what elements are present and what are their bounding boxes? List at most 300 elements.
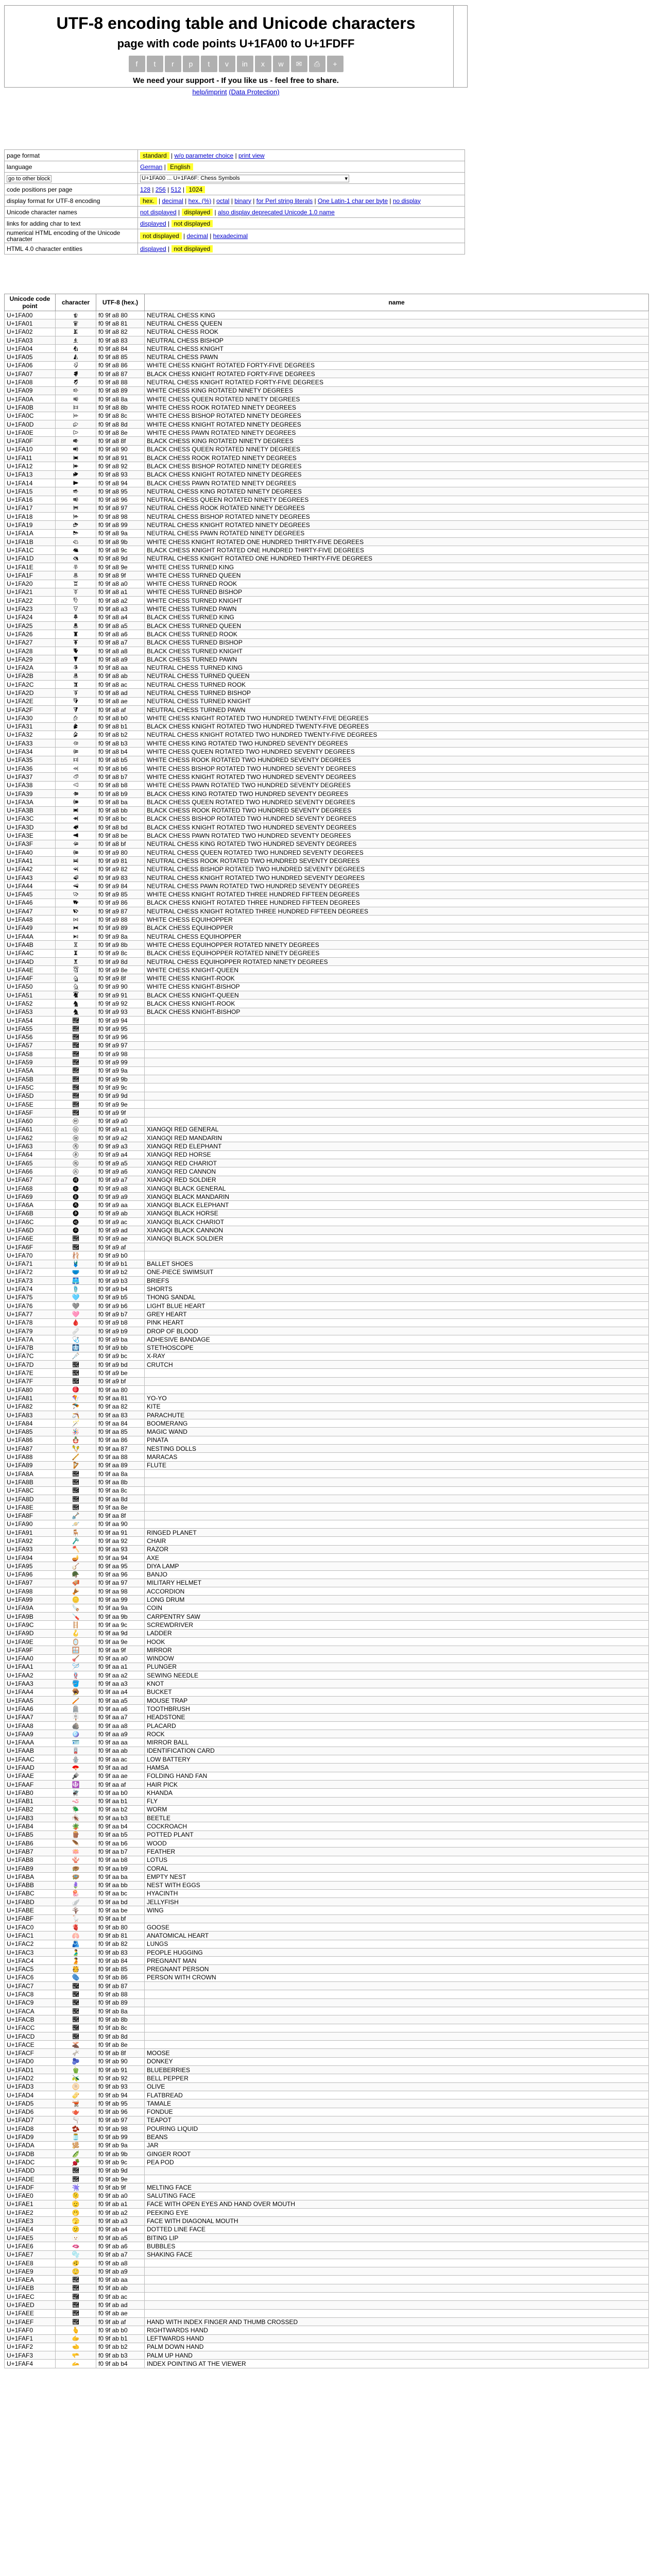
table-row — [5, 2250, 649, 2259]
utf8-bytes: f0 9f a9 9d — [96, 1092, 145, 1100]
utf8-bytes: f0 9f a8 a1 — [96, 588, 145, 596]
character-glyph: 🪪 — [56, 1738, 96, 1747]
code-point: U+1FA57 — [5, 1041, 56, 1049]
code-point: U+1FA1E — [5, 563, 56, 571]
table-row — [5, 2233, 649, 2242]
table-row — [5, 1873, 649, 1881]
code-point: U+1FA2A — [5, 664, 56, 672]
character-glyph: 🨳 — [56, 739, 96, 748]
character-glyph: 🪨 — [56, 1721, 96, 1730]
table-row — [5, 437, 649, 445]
character-glyph: 🫕 — [56, 2099, 96, 2108]
positions-512[interactable]: 512 — [170, 185, 181, 193]
character-name: RAZOR — [145, 1545, 649, 1553]
utf8-bytes: f0 9f aa 8f — [96, 1512, 145, 1520]
code-point: U+1FA67 — [5, 1176, 56, 1184]
utf8-bytes: f0 9f a8 9b — [96, 538, 145, 546]
table-row — [5, 941, 649, 949]
links-show[interactable]: displayed — [140, 219, 166, 227]
utf8-bytes: f0 9f ab 9c — [96, 2158, 145, 2166]
utf8-bytes: f0 9f ab 9d — [96, 2166, 145, 2175]
table-row — [5, 1176, 649, 1184]
table-row — [5, 1260, 649, 1268]
character-name: FACE WITH DIAGONAL MOUTH — [145, 2217, 649, 2225]
utf8-bytes: f0 9f a8 bb — [96, 806, 145, 815]
table-row — [5, 395, 649, 403]
utf8-bytes: f0 9f aa 98 — [96, 1587, 145, 1596]
character-glyph: 🫌 — [56, 2024, 96, 2032]
code-point: U+1FA0F — [5, 437, 56, 445]
code-point: U+1FA2D — [5, 689, 56, 697]
code-point: U+1FA2C — [5, 681, 56, 689]
table-row — [5, 999, 649, 1008]
block-select[interactable]: U+1FA00 ... U+1FA6F: Chess Symbols ▾ — [140, 175, 349, 182]
utf8-bytes: f0 9f aa 96 — [96, 1570, 145, 1579]
code-point: U+1FAF0 — [5, 2326, 56, 2334]
character-name: KHANDA — [145, 1789, 649, 1797]
character-glyph: 🪮 — [56, 1772, 96, 1780]
utf8-bytes: f0 9f ab af — [96, 2317, 145, 2326]
code-point: U+1FAF1 — [5, 2334, 56, 2343]
whatsapp-icon[interactable]: w — [273, 56, 289, 72]
character-glyph: 🪩 — [56, 1730, 96, 1738]
utf8-bytes: f0 9f aa bf — [96, 1914, 145, 1923]
character-name: BLACK CHESS TURNED PAWN — [145, 655, 649, 664]
table-row — [5, 1041, 649, 1049]
character-glyph: 🨡 — [56, 588, 96, 596]
character-glyph: 🫏 — [56, 2049, 96, 2057]
table-row — [5, 1764, 649, 1772]
character-name: NEUTRAL CHESS ROOK ROTATED NINETY DEGREES — [145, 504, 649, 512]
utf8-bytes: f0 9f aa af — [96, 1780, 145, 1788]
utf8-bytes: f0 9f a9 ab — [96, 1209, 145, 1217]
table-row — [5, 1914, 649, 1923]
character-name: PREGNANT PERSON — [145, 1965, 649, 1973]
format-perl[interactable]: for Perl string literals — [256, 197, 313, 205]
utf8-bytes: f0 9f aa b7 — [96, 1848, 145, 1856]
character-glyph: 🩇 — [56, 907, 96, 916]
table-row — [5, 1596, 649, 1604]
character-name: WHITE CHESS KING ROTATED NINETY DEGREES — [145, 386, 649, 395]
table-row — [5, 2007, 649, 2015]
character-name: PLUNGER — [145, 1663, 649, 1671]
print-icon[interactable]: ⎙ — [309, 56, 325, 72]
table-row — [5, 1705, 649, 1713]
code-point: U+1FA84 — [5, 1419, 56, 1428]
code-point: U+1FA4C — [5, 949, 56, 957]
table-row — [5, 563, 649, 571]
character-glyph: 🩛 — [56, 1075, 96, 1083]
table-row — [5, 386, 649, 395]
htmlenc-decimal[interactable]: decimal — [186, 232, 208, 240]
table-row — [5, 1201, 649, 1209]
code-point: U+1FA8B — [5, 1478, 56, 1486]
utf8-bytes: f0 9f a9 82 — [96, 865, 145, 873]
table-row — [5, 2200, 649, 2208]
facebook-icon[interactable]: f — [129, 56, 145, 72]
character-name: BALLET SHOES — [145, 1260, 649, 1268]
code-point: U+1FA6D — [5, 1226, 56, 1234]
character-glyph: 🩶 — [56, 1302, 96, 1310]
table-row — [5, 2125, 649, 2133]
utf8-bytes: f0 9f aa a7 — [96, 1713, 145, 1721]
privacy-link[interactable]: (Data Protection) — [229, 88, 280, 96]
character-glyph: 🫂 — [56, 1940, 96, 1948]
utf8-bytes: f0 9f a8 a5 — [96, 621, 145, 630]
table-row — [5, 1570, 649, 1579]
character-glyph: 🨮 — [56, 697, 96, 705]
table-row — [5, 890, 649, 899]
utf8-bytes: f0 9f aa 8d — [96, 1495, 145, 1503]
utf8-bytes: f0 9f aa b6 — [96, 1839, 145, 1848]
htmlenc-hex[interactable]: hexadecimal — [213, 232, 248, 240]
code-point: U+1FA06 — [5, 361, 56, 369]
table-row — [5, 1285, 649, 1293]
format-decimal[interactable]: decimal — [162, 197, 183, 205]
format-hex-pct[interactable]: hex. (%) — [188, 197, 212, 205]
utf8-bytes: f0 9f a9 ae — [96, 1234, 145, 1243]
code-point: U+1FA44 — [5, 882, 56, 890]
character-name: PALM UP HAND — [145, 2351, 649, 2360]
reddit-icon[interactable]: r — [165, 56, 181, 72]
character-name: COIN — [145, 1604, 649, 1612]
format-octal[interactable]: octal — [216, 197, 230, 205]
table-row — [5, 1469, 649, 1478]
code-point: U+1FA5F — [5, 1109, 56, 1117]
character-name: BLACK CHESS QUEEN ROTATED TWO HUNDRED SEVENTY DEGREES — [145, 798, 649, 806]
table-row — [5, 1654, 649, 1663]
character-name: WHITE CHESS PAWN ROTATED TWO HUNDRED SEVENTY DEGREES — [145, 781, 649, 789]
character-name: PREGNANT MAN — [145, 1957, 649, 1965]
vk-icon[interactable]: v — [219, 56, 235, 72]
character-name — [145, 1243, 649, 1251]
code-point: U+1FA58 — [5, 1050, 56, 1058]
table-row — [5, 1293, 649, 1301]
character-glyph: 🨹 — [56, 789, 96, 798]
utf8-bytes: f0 9f aa 92 — [96, 1537, 145, 1545]
character-name — [145, 2267, 649, 2276]
page-format-noparam[interactable]: w/o parameter choice — [174, 151, 234, 159]
code-point: U+1FAE9 — [5, 2267, 56, 2276]
table-row — [5, 2150, 649, 2158]
code-point: U+1FA75 — [5, 1293, 56, 1301]
character-glyph: 🨷 — [56, 773, 96, 781]
character-glyph: 🫔 — [56, 2091, 96, 2099]
code-point: U+1FAEB — [5, 2284, 56, 2292]
utf8-bytes: f0 9f aa 85 — [96, 1428, 145, 1436]
option-language: language German | English — [5, 161, 465, 173]
table-row — [5, 1906, 649, 1914]
utf8-bytes: f0 9f a8 ae — [96, 697, 145, 705]
code-point: U+1FA70 — [5, 1251, 56, 1260]
table-row — [5, 2209, 649, 2217]
character-glyph: 🩧 — [56, 1176, 96, 1184]
code-point: U+1FACA — [5, 2007, 56, 2015]
character-name: WHITE CHESS ROOK ROTATED TWO HUNDRED SEVENTY DEGREES — [145, 756, 649, 764]
utf8-bytes: f0 9f aa 8b — [96, 1478, 145, 1486]
character-name: BLACK CHESS TURNED KNIGHT — [145, 647, 649, 655]
character-name: BOOMERANG — [145, 1419, 649, 1428]
character-name: NEUTRAL CHESS KING ROTATED NINETY DEGREES — [145, 487, 649, 496]
utf8-bytes: f0 9f a8 a4 — [96, 613, 145, 621]
utf8-bytes: f0 9f a8 93 — [96, 470, 145, 479]
character-glyph: 🪌 — [56, 1486, 96, 1495]
code-point: U+1FA87 — [5, 1445, 56, 1453]
character-name: MELTING FACE — [145, 2183, 649, 2192]
utf8-bytes: f0 9f aa b5 — [96, 1831, 145, 1839]
table-row — [5, 1713, 649, 1721]
language-german[interactable]: German — [140, 163, 163, 171]
option-html-enc: numerical HTML encoding of the Unicode character not displayed | decimal | hexadecimal — [5, 229, 465, 243]
names-hide[interactable]: not displayed — [140, 208, 177, 216]
character-glyph: 🫃 — [56, 1948, 96, 1956]
code-point: U+1FAE4 — [5, 2225, 56, 2233]
page-format-print[interactable]: print view — [238, 151, 265, 159]
go-block-button[interactable]: go to other block — [7, 175, 51, 182]
character-glyph: 🫅 — [56, 1965, 96, 1973]
table-row — [5, 638, 649, 647]
character-name — [145, 2007, 649, 2015]
code-point: U+1FA0D — [5, 420, 56, 428]
table-row — [5, 1789, 649, 1797]
character-name: NEUTRAL CHESS TURNED ROOK — [145, 681, 649, 689]
character-glyph: 🨊 — [56, 395, 96, 403]
character-name: KITE — [145, 1402, 649, 1411]
character-name: FACE WITH OPEN EYES AND HAND OVER MOUTH — [145, 2200, 649, 2208]
table-row — [5, 1461, 649, 1469]
character-glyph: 🩱 — [56, 1260, 96, 1268]
table-row — [5, 1445, 649, 1453]
character-name — [145, 1092, 649, 1100]
utf8-bytes: f0 9f a8 8d — [96, 420, 145, 428]
utf8-bytes: f0 9f a8 9f — [96, 571, 145, 580]
character-name: XIANGQI RED MANDARIN — [145, 1134, 649, 1142]
code-point: U+1FA7F — [5, 1377, 56, 1385]
code-point: U+1FA3E — [5, 832, 56, 840]
code-point: U+1FADA — [5, 2141, 56, 2149]
share-bar — [5, 56, 467, 72]
code-point: U+1FA4A — [5, 932, 56, 940]
help-link[interactable]: help/imprint — [192, 88, 227, 96]
table-row — [5, 1553, 649, 1562]
code-point: U+1FA95 — [5, 1562, 56, 1570]
character-glyph: 🪝 — [56, 1629, 96, 1637]
code-point: U+1FA17 — [5, 504, 56, 512]
table-row — [5, 1545, 649, 1553]
code-point: U+1FA1F — [5, 571, 56, 580]
code-point: U+1FA9A — [5, 1604, 56, 1612]
positions-256[interactable]: 256 — [155, 185, 166, 193]
utf8-bytes: f0 9f ab 84 — [96, 1957, 145, 1965]
code-point: U+1FA96 — [5, 1570, 56, 1579]
character-name: YO-YO — [145, 1394, 649, 1402]
utf8-bytes: f0 9f ab ab — [96, 2284, 145, 2292]
character-glyph: 🫥 — [56, 2233, 96, 2242]
character-name: AXE — [145, 1553, 649, 1562]
table-row — [5, 1948, 649, 1956]
positions-128[interactable]: 128 — [140, 185, 151, 193]
code-point: U+1FA72 — [5, 1268, 56, 1276]
character-name: BLACK CHESS KNIGHT ROTATED FORTY-FIVE DEGREES — [145, 370, 649, 378]
table-row — [5, 1327, 649, 1335]
utf8-bytes: f0 9f a8 bd — [96, 823, 145, 832]
character-name: NEUTRAL CHESS EQUIHOPPER — [145, 932, 649, 940]
character-glyph: 🨑 — [56, 454, 96, 462]
code-point: U+1FA38 — [5, 781, 56, 789]
code-point: U+1FA32 — [5, 731, 56, 739]
share-icon[interactable]: + — [327, 56, 343, 72]
character-name: WHITE CHESS KNIGHT-BISHOP — [145, 982, 649, 991]
character-glyph: 🨟 — [56, 571, 96, 580]
code-point: U+1FA83 — [5, 1411, 56, 1419]
character-glyph: 🨍 — [56, 420, 96, 428]
code-point: U+1FA23 — [5, 605, 56, 613]
linkedin-icon[interactable]: in — [237, 56, 253, 72]
table-row — [5, 1369, 649, 1377]
utf8-bytes: f0 9f aa b2 — [96, 1805, 145, 1814]
table-row — [5, 1125, 649, 1133]
utf8-bytes: f0 9f a9 95 — [96, 1025, 145, 1033]
character-name: X-RAY — [145, 1352, 649, 1360]
character-glyph: 🪻 — [56, 1881, 96, 1889]
table-row — [5, 1797, 649, 1805]
character-name: DIYA LAMP — [145, 1562, 649, 1570]
code-point: U+1FA71 — [5, 1260, 56, 1268]
character-glyph: 🫪 — [56, 2276, 96, 2284]
character-name — [145, 1369, 649, 1377]
character-name — [145, 2041, 649, 2049]
utf8-bytes: f0 9f a8 a0 — [96, 580, 145, 588]
character-glyph: 🩒 — [56, 999, 96, 1008]
pinterest-icon[interactable]: p — [183, 56, 199, 72]
character-name: NEUTRAL CHESS ROOK ROTATED TWO HUNDRED SEVENTY DEGREES — [145, 857, 649, 865]
utf8-bytes: f0 9f aa a0 — [96, 1654, 145, 1663]
option-go-block — [5, 173, 465, 184]
positions-1024: 1024 — [186, 186, 205, 193]
utf8-bytes: f0 9f aa 9d — [96, 1629, 145, 1637]
utf8-bytes: f0 9f ab 9a — [96, 2141, 145, 2149]
code-point: U+1FAB5 — [5, 1831, 56, 1839]
code-point: U+1FA05 — [5, 353, 56, 361]
character-name: WHITE CHESS EQUIHOPPER ROTATED NINETY DEGREES — [145, 941, 649, 949]
character-glyph: 🨧 — [56, 638, 96, 647]
format-binary[interactable]: binary — [234, 197, 251, 205]
code-point: U+1FAF4 — [5, 2360, 56, 2368]
table-row — [5, 1503, 649, 1512]
code-point: U+1FADE — [5, 2175, 56, 2183]
character-name — [145, 1478, 649, 1486]
character-glyph: 🪋 — [56, 1478, 96, 1486]
character-name: NEUTRAL CHESS TURNED QUEEN — [145, 672, 649, 680]
character-name: GINGER ROOT — [145, 2150, 649, 2158]
code-point: U+1FAE1 — [5, 2200, 56, 2208]
code-point: U+1FA21 — [5, 588, 56, 596]
table-row — [5, 1957, 649, 1965]
character-glyph: 🫲 — [56, 2343, 96, 2351]
character-name: THONG SANDAL — [145, 1293, 649, 1301]
code-point: U+1FA30 — [5, 714, 56, 722]
character-name — [145, 1083, 649, 1092]
character-glyph: 🨣 — [56, 605, 96, 613]
utf8-bytes: f0 9f aa ba — [96, 1873, 145, 1881]
utf8-bytes: f0 9f a9 8f — [96, 974, 145, 982]
table-row — [5, 798, 649, 806]
code-point: U+1FA7A — [5, 1335, 56, 1344]
utf8-bytes: f0 9f a8 98 — [96, 513, 145, 521]
utf8-bytes: f0 9f aa 91 — [96, 1529, 145, 1537]
table-row — [5, 705, 649, 714]
utf8-bytes: f0 9f aa 95 — [96, 1562, 145, 1570]
character-name: RINGED PLANET — [145, 1529, 649, 1537]
table-row — [5, 429, 649, 437]
utf8-bytes: f0 9f a9 bb — [96, 1344, 145, 1352]
table-row — [5, 630, 649, 638]
table-row — [5, 1478, 649, 1486]
utf8-bytes: f0 9f a9 87 — [96, 907, 145, 916]
character-name: BLACK CHESS KNIGHT ROTATED TWO HUNDRED TWENTY-FIVE DEGREES — [145, 722, 649, 731]
code-point: U+1FACC — [5, 2024, 56, 2032]
html4-show[interactable]: displayed — [140, 245, 166, 252]
character-name: LOTUS — [145, 1856, 649, 1864]
table-row — [5, 2192, 649, 2200]
character-name — [145, 1075, 649, 1083]
character-name: NEUTRAL CHESS BISHOP — [145, 336, 649, 344]
table-row — [5, 1881, 649, 1889]
character-glyph: 🫗 — [56, 2116, 96, 2124]
format-latin1[interactable]: One Latin-1 char per byte — [317, 197, 388, 205]
character-name: NEUTRAL CHESS TURNED KNIGHT — [145, 697, 649, 705]
table-row — [5, 353, 649, 361]
character-name — [145, 1109, 649, 1117]
email-icon[interactable]: ✉ — [291, 56, 307, 72]
table-row — [5, 1453, 649, 1461]
code-point: U+1FA98 — [5, 1587, 56, 1596]
table-row — [5, 1898, 649, 1906]
character-name: NEUTRAL CHESS ROOK — [145, 328, 649, 336]
character-name: OLIVE — [145, 2082, 649, 2091]
code-point: U+1FAA1 — [5, 1663, 56, 1671]
character-glyph: 🩌 — [56, 949, 96, 957]
code-point: U+1FA1D — [5, 554, 56, 563]
character-name: ONE-PIECE SWIMSUIT — [145, 1268, 649, 1276]
names-deprecated[interactable]: also display deprecated Unicode 1.0 name — [218, 208, 335, 216]
table-row — [5, 2343, 649, 2351]
table-row — [5, 1050, 649, 1058]
character-glyph: 🨋 — [56, 403, 96, 412]
table-row — [5, 311, 649, 319]
utf8-bytes: f0 9f aa 93 — [96, 1545, 145, 1553]
format-none[interactable]: no display — [392, 197, 421, 205]
character-name: BEANS — [145, 2133, 649, 2141]
utf8-bytes: f0 9f ab a6 — [96, 2242, 145, 2250]
code-point: U+1FAD9 — [5, 2133, 56, 2141]
character-glyph: 🩯 — [56, 1243, 96, 1251]
table-row — [5, 2158, 649, 2166]
character-name: NEUTRAL CHESS QUEEN ROTATED NINETY DEGREES — [145, 496, 649, 504]
table-row — [5, 319, 649, 328]
xing-icon[interactable]: x — [255, 56, 271, 72]
code-point: U+1FA4B — [5, 941, 56, 949]
character-name — [145, 1050, 649, 1058]
tumblr-icon[interactable]: t — [201, 56, 217, 72]
twitter-icon[interactable]: t — [147, 56, 163, 72]
table-row — [5, 2041, 649, 2049]
character-name: BLACK CHESS KNIGHT ROTATED ONE HUNDRED THIRTY-FIVE DEGREES — [145, 546, 649, 554]
utf8-bytes: f0 9f aa 84 — [96, 1419, 145, 1428]
code-point: U+1FA85 — [5, 1428, 56, 1436]
table-row — [5, 1537, 649, 1545]
character-glyph: 🪠 — [56, 1654, 96, 1663]
